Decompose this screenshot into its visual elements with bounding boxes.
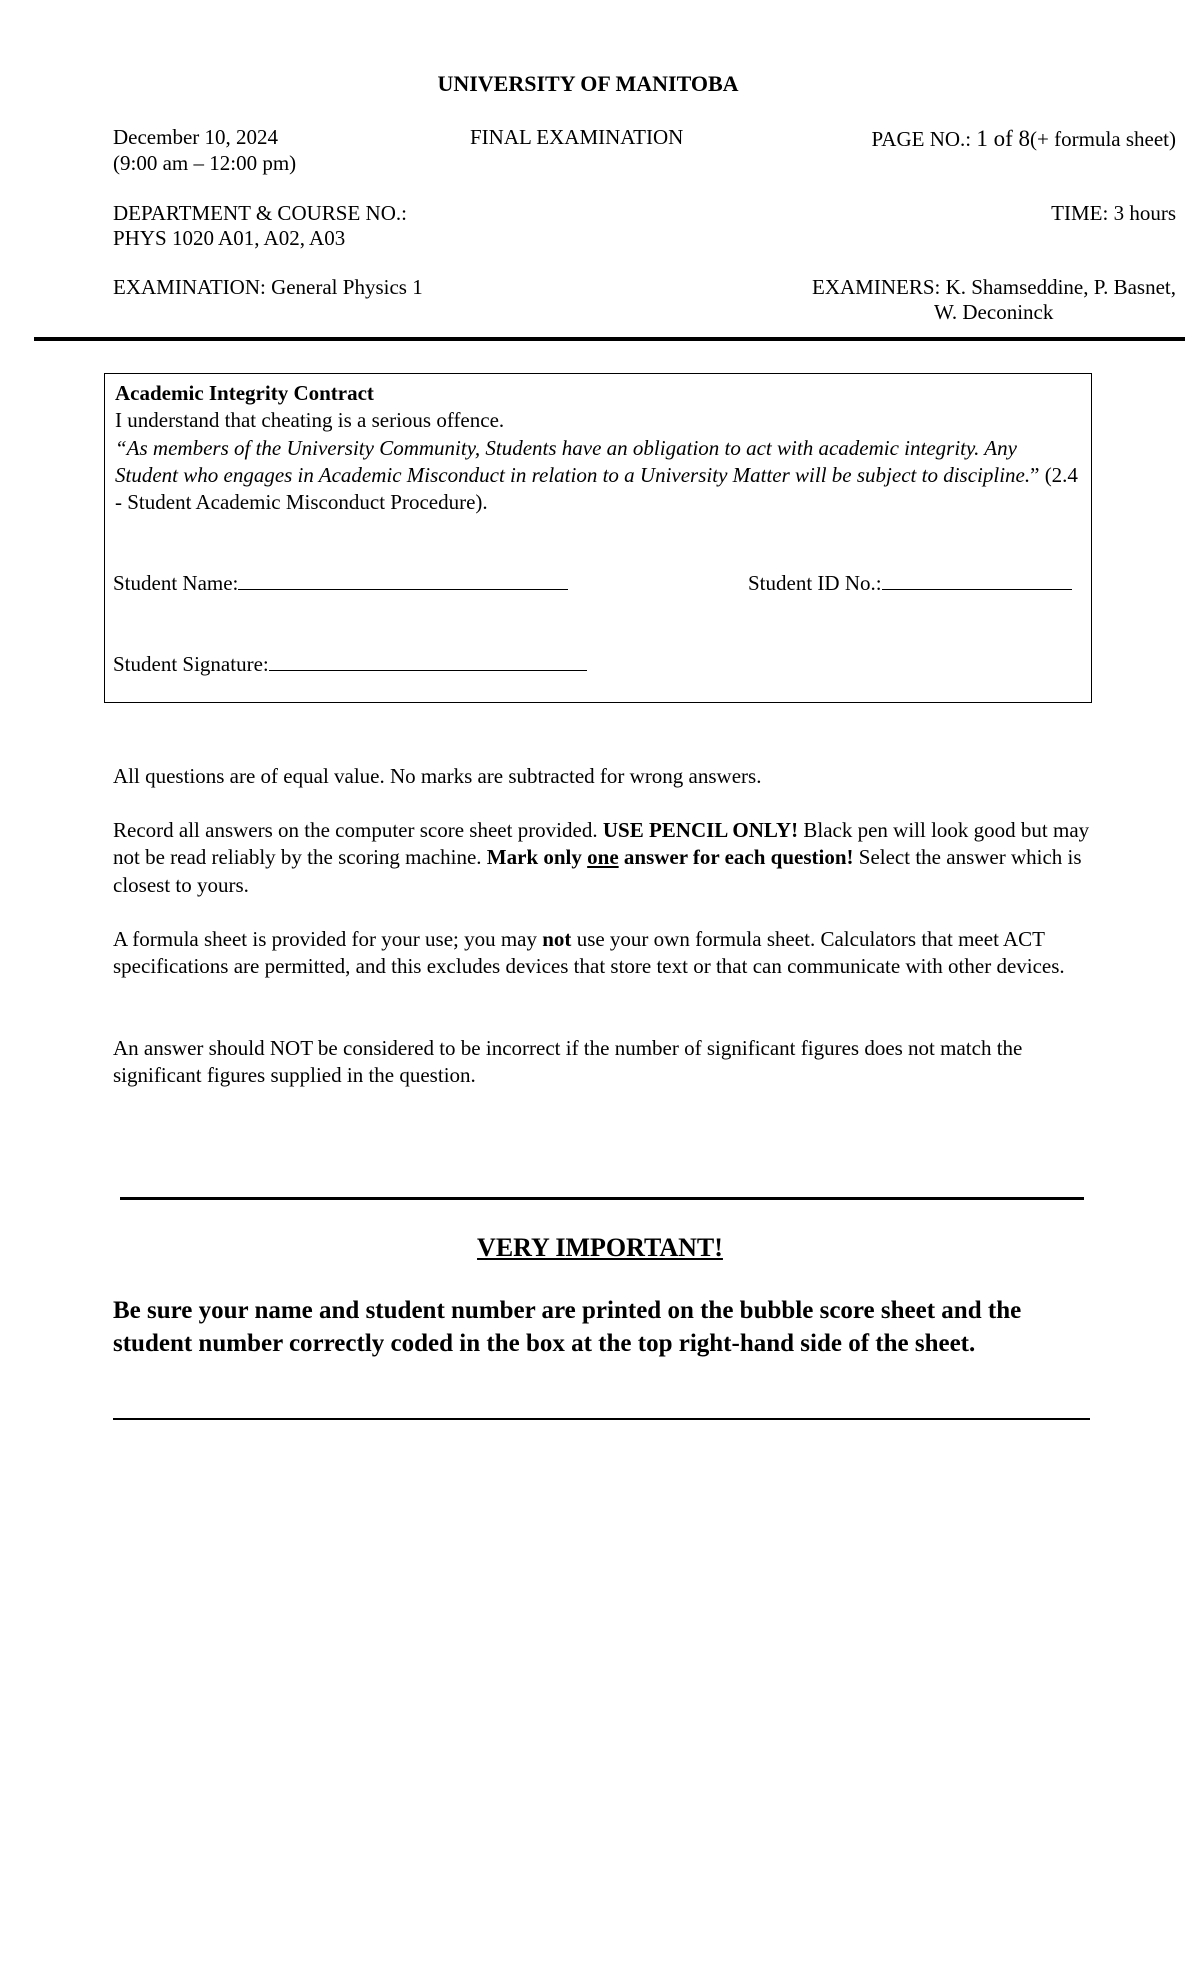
p3-not: not xyxy=(542,927,572,951)
examiners-line-1: EXAMINERS: K. Shamseddine, P. Basnet, xyxy=(812,275,1176,299)
student-name-label: Student Name: xyxy=(113,571,239,595)
student-name-line[interactable] xyxy=(238,571,568,590)
quote-text: “As members of the University Community, Students have an obligation to act with academic integrity. Any Student who engages in Academic Misconduct in relation to a University Matter will be subject to discipline. xyxy=(115,435,1031,487)
examiners-line-2: W. Deconinck xyxy=(934,300,1054,324)
instruction-sig-figs: An answer should NOT be considered to be incorrect if the number of significant figures does not match the significant figures supplied in the question. xyxy=(113,1036,1023,1088)
page-value: 1 of 8 xyxy=(976,126,1031,151)
p2-c: Black pen will look good but may not be read reliably by the scoring machine. xyxy=(113,818,1090,870)
exam-date: December 10, 2024 xyxy=(113,125,279,149)
very-important-text: Be sure your name and student number are printed on the bubble score sheet and the student number correctly coded in the box at the top right-hand side of the sheet. xyxy=(113,1297,1022,1357)
student-signature-label: Student Signature: xyxy=(113,652,269,676)
p2-f: answer for each question! xyxy=(618,845,854,870)
p2-a: Record all answers on the computer score sheet provided. xyxy=(113,818,603,842)
header-divider xyxy=(34,337,1185,341)
instruction-recording xyxy=(113,817,1093,899)
p2-g: Select the answer which is closest to yours. xyxy=(113,845,1082,897)
page-note: (+ formula sheet) xyxy=(1030,127,1176,151)
dept-label: DEPARTMENT & COURSE NO.: xyxy=(113,201,407,225)
student-name-field[interactable] xyxy=(113,570,568,597)
instruction-formula-sheet xyxy=(113,926,1093,981)
p3-a: A formula sheet is provided for your use; you may xyxy=(113,927,543,951)
page-label: PAGE NO.: xyxy=(871,127,977,151)
exam-time-range: (9:00 am – 12:00 pm) xyxy=(113,151,297,175)
contract-quote xyxy=(115,435,1081,517)
course-number: PHYS 1020 A01, A02, A03 xyxy=(113,226,346,250)
student-signature-field[interactable] xyxy=(113,651,587,678)
student-id-line[interactable] xyxy=(882,571,1072,590)
exam-type: FINAL EXAMINATION xyxy=(470,125,684,149)
student-id-field[interactable] xyxy=(748,570,1072,597)
quote-citation: (2.4 - Student Academic Misconduct Procedure). xyxy=(115,462,1078,515)
quote-close: ” xyxy=(1030,462,1040,487)
use-pencil-only: USE PENCIL ONLY! xyxy=(602,818,799,842)
mark-only-one xyxy=(487,845,854,869)
p2-d: Mark only xyxy=(486,845,588,870)
contract-line: I understand that cheating is a serious offence. xyxy=(115,408,505,433)
exam-duration: TIME: 3 hours xyxy=(1051,201,1176,225)
contract-heading: Academic Integrity Contract xyxy=(115,381,374,405)
p2-e: one xyxy=(587,845,619,870)
very-important-heading: VERY IMPORTANT! xyxy=(477,1233,723,1262)
university-title: UNIVERSITY OF MANITOBA xyxy=(437,71,739,96)
bottom-divider xyxy=(113,1418,1090,1420)
section-divider xyxy=(120,1197,1084,1200)
examination-name: EXAMINATION: General Physics 1 xyxy=(113,275,423,299)
p3-c: use your own formula sheet. Calculators that meet ACT specifications are permitted, and this excludes devices that store text or that can communicate with other devices. xyxy=(113,927,1065,979)
student-signature-line[interactable] xyxy=(269,652,587,671)
instruction-equal-value: All questions are of equal value. No marks are subtracted for wrong answers. xyxy=(113,764,762,788)
student-id-label: Student ID No.: xyxy=(748,571,882,595)
